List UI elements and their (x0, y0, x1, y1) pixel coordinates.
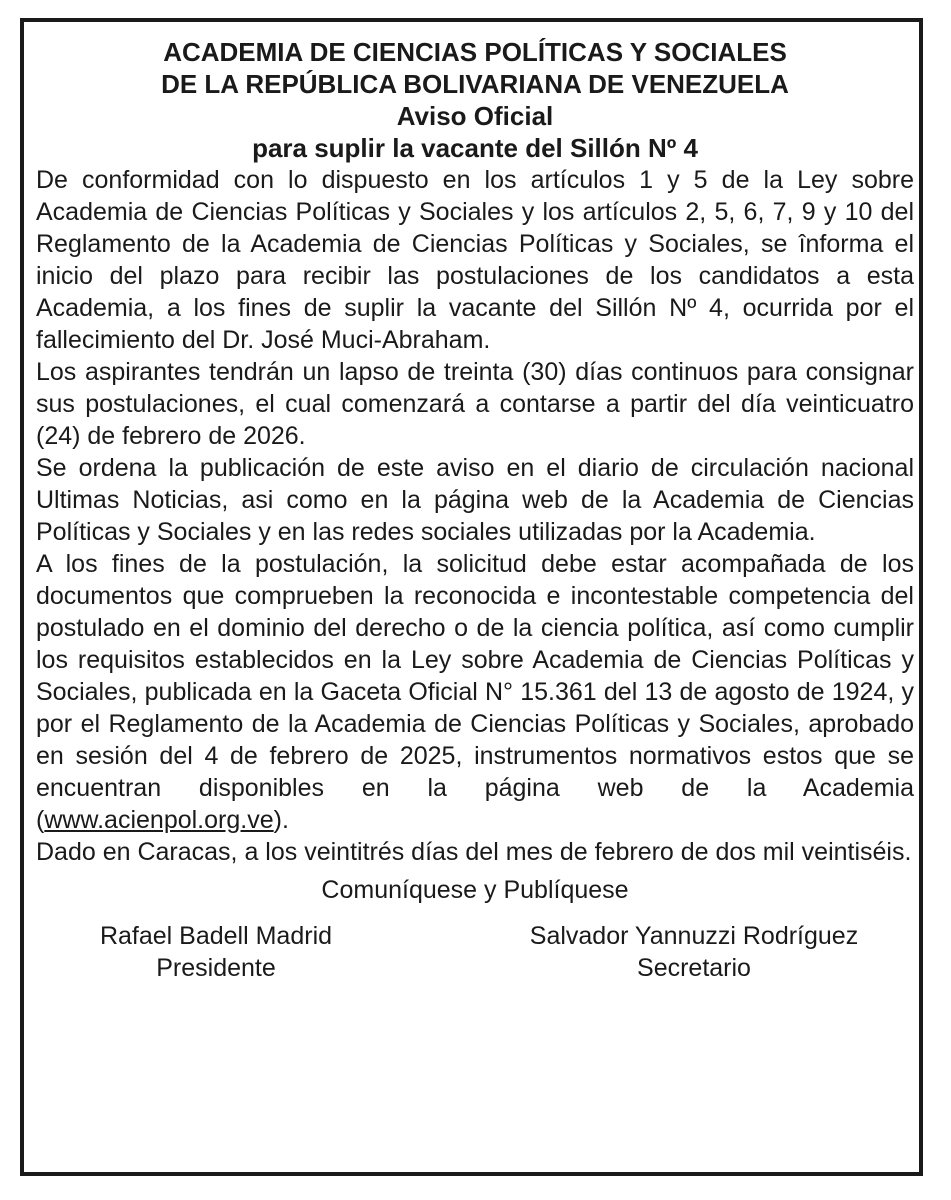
paragraph-requirements (36, 548, 914, 836)
president-title: Presidente (156, 954, 276, 982)
signature-secretary (474, 920, 914, 984)
paragraph-date-place: Dado en Caracas, a los veintitrés días del mes de febrero de dos mil veintiséis. (36, 838, 912, 866)
header-country: DE LA REPÚBLICA BOLIVARIANA DE VENEZUELA (161, 69, 789, 99)
signature-block (36, 920, 914, 984)
president-name: Rafael Badell Madrid (99, 922, 333, 950)
header-academy-name: ACADEMIA DE CIENCIAS POLÍTICAS Y SOCIALES (163, 37, 787, 67)
header-notice-type: Aviso Oficial (396, 101, 554, 131)
paragraph-deadline: Los aspirantes tendrán un lapso de treinta (30) días continuos para consignar sus postulaciones, el cual comenzará a contarse a partir del día veinticuatro (24) de febrero de 2026. (36, 358, 914, 450)
notice-content (36, 36, 914, 984)
closing-formula: Comuníquese y Publíquese (321, 876, 629, 904)
paragraph-legal-basis: De conformidad con lo dispuesto en los artículos 1 y 5 de la Ley sobre Academia de Ciencias Políticas y Sociales y los artículos 2, 5, 6, 7, 9 y 10 del Reglamento de la Academia de Ciencias Políticas y Sociales, se înforma el inicio del plazo para recibir las postulaciones de los candidatos a esta Academia, a los fines de suplir la vacante del Sillón Nº 4, ocurrida por el fallecimiento del Dr. José Muci-Abraham. (36, 166, 914, 354)
requirements-end: ). (273, 806, 289, 834)
header-subject: para suplir la vacante del Sillón Nº 4 (252, 133, 698, 163)
secretary-title: Secretario (637, 954, 751, 982)
website-link[interactable]: www.acienpol.org.ve (44, 806, 274, 834)
secretary-name: Salvador Yannuzzi Rodríguez (529, 922, 859, 950)
paragraph-publication: Se ordena la publicación de este aviso en el diario de circulación nacional Ultimas Noticias, asi como en la página web de la Academia de Ciencias Políticas y Sociales y en las redes sociales utilizadas por la Academia. (36, 454, 914, 546)
requirements-text: A los fines de la postulación, la solicitud debe estar acompañada de los documentos que comprueben la reconocida e incontestable competencia del postulado en el dominio del derecho o de la ciencia política, así como cumplir los requisitos establecidos en la Ley sobre Academia de Ciencias Políticas y Sociales, publicada en la Gaceta Oficial N° 15.361 del 13 de agosto de 1924, y por el Reglamento de la Academia de Ciencias Políticas y Sociales, aprobado en sesión del 4 de febrero de 2025, instrumentos normativos estos que se encuentran disponibles en la página web de la Academia ( (36, 550, 914, 834)
signature-president (36, 920, 396, 984)
